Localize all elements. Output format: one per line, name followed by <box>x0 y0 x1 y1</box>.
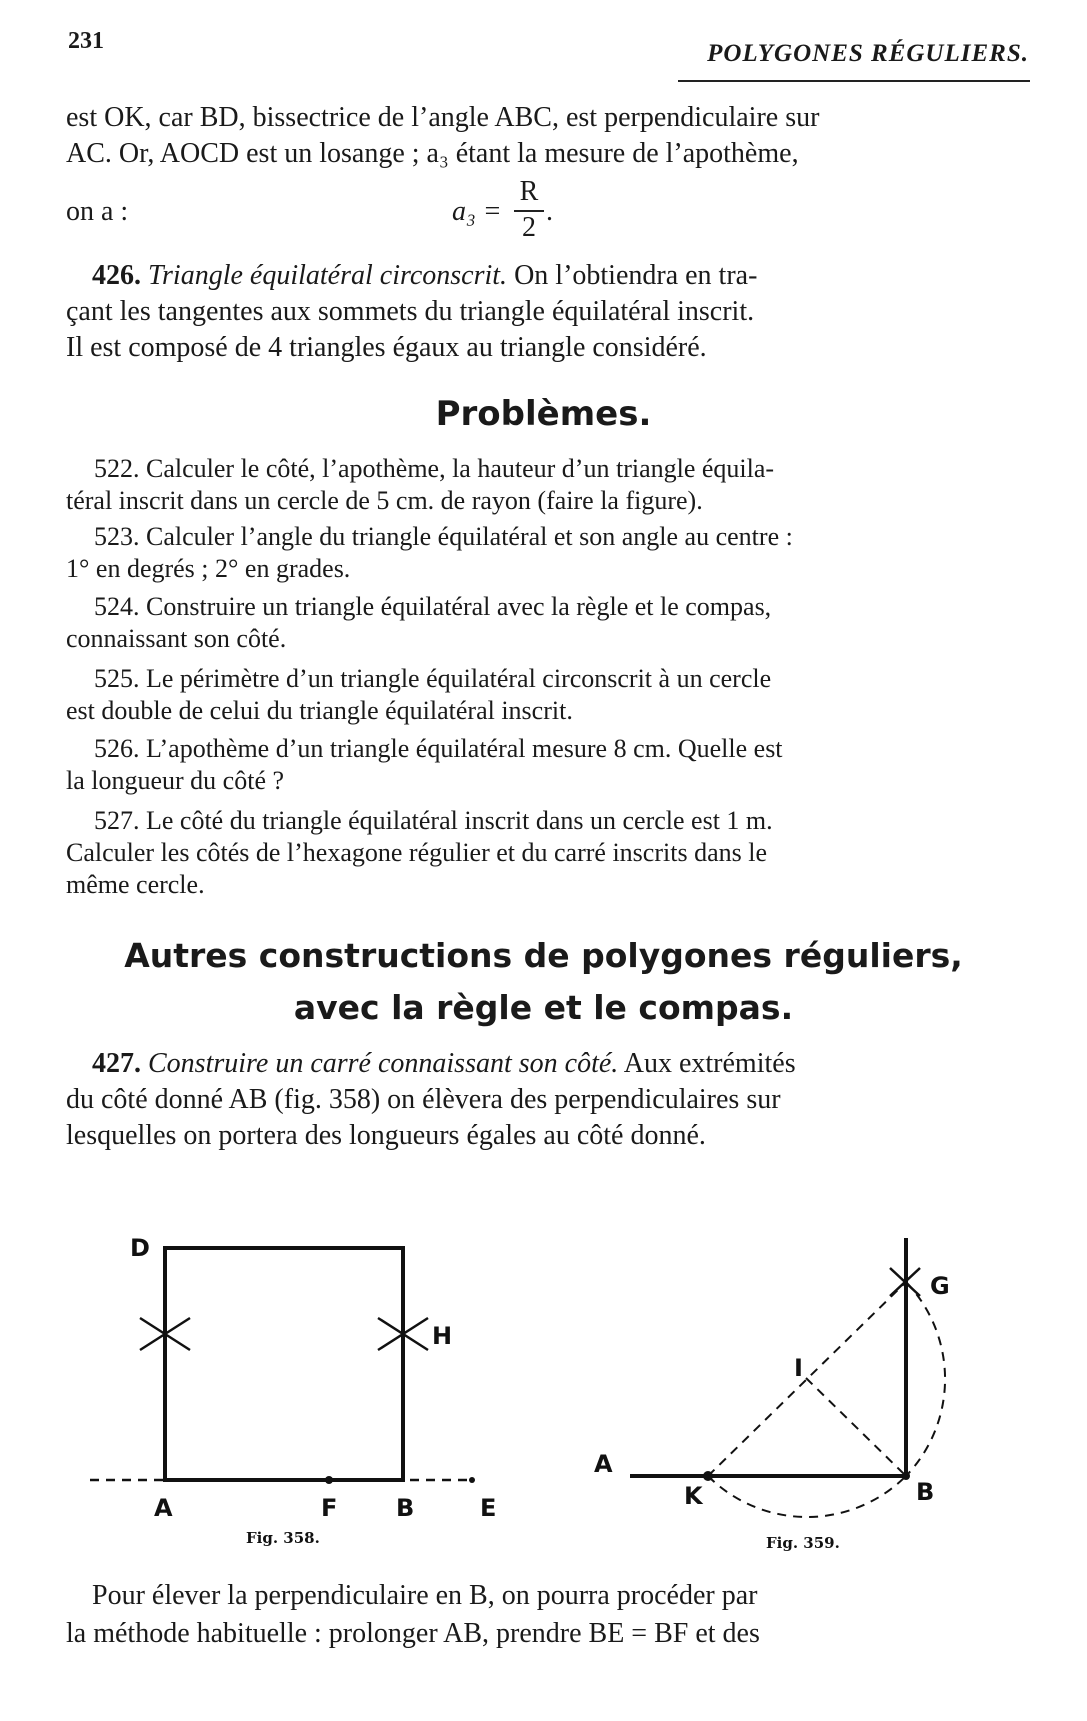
point-B <box>902 1472 910 1480</box>
label-B: B <box>916 1478 935 1506</box>
section-427-line-2: du côté donné AB (fig. 358) on élèvera des perpendiculaires sur <box>66 1084 781 1115</box>
constructions-heading-line-1: Autres constructions de polygones réguliers, <box>124 936 963 975</box>
figure-359 <box>594 1238 950 1552</box>
intro-line-1: est OK, car BD, bissectrice de l’angle ABC, est perpendiculaire sur <box>66 102 820 133</box>
page-number: 231 <box>68 28 104 54</box>
problems-heading: Problèmes. <box>435 394 652 434</box>
label-F: F <box>321 1494 338 1522</box>
problem-522-line-1: 522. Calculer le côté, l’apothème, la hauteur d’un triangle équila- <box>94 454 775 483</box>
problem-523-line-2: 1° en degrés ; 2° en grades. <box>66 554 351 583</box>
section-426-line-2: çant les tangentes aux sommets du triangle équilatéral inscrit. <box>66 296 755 327</box>
point-F <box>325 1476 333 1484</box>
arc-lower <box>708 1476 906 1517</box>
section-426-title: Triangle équilatéral circonscrit. <box>148 260 508 291</box>
problem-525-line-2: est double de celui du triangle équilatéral inscrit. <box>66 696 573 725</box>
problem-525-line-1: 525. Le périmètre d’un triangle équilatéral circonscrit à un cercle <box>94 664 772 693</box>
figure-358-caption: Fig. 358. <box>246 1529 320 1547</box>
label-K: K <box>684 1482 703 1510</box>
formula-period: . <box>546 196 553 227</box>
problem-523-line-1: 523. Calculer l’angle du triangle équilatéral et son angle au centre : <box>94 522 793 551</box>
running-title: POLYGONES RÉGULIERS. <box>707 40 1029 67</box>
section-426-line-3: Il est composé de 4 triangles égaux au triangle considéré. <box>66 332 707 363</box>
problem-526-line-1: 526. L’apothème d’un triangle équilatéral mesure 8 cm. Quelle est <box>94 734 783 763</box>
constructions-heading-line-2: avec la règle et le compas. <box>293 988 794 1027</box>
figure-358 <box>90 1234 496 1547</box>
label-D: D <box>130 1234 150 1262</box>
label-E: E <box>480 1494 497 1522</box>
figure-359-caption: Fig. 359. <box>766 1534 840 1552</box>
label-G: G <box>930 1272 950 1300</box>
label-I: I <box>794 1354 803 1382</box>
problem-524-line-2: connaissant son côté. <box>66 624 287 653</box>
on-a-label: on a : <box>66 196 129 227</box>
label-H: H <box>432 1322 453 1350</box>
formula-denominator: 2 <box>522 212 536 243</box>
section-426-number: 426. <box>92 260 141 291</box>
arc-right <box>906 1282 945 1476</box>
closing-line-2: la méthode habituelle : prolonger AB, prendre BE = BF et des <box>66 1618 760 1649</box>
section-427-line-3: lesquelles on portera des longueurs égales au côté donné. <box>66 1120 706 1151</box>
point-K <box>703 1471 713 1481</box>
problem-527-line-1: 527. Le côté du triangle équilatéral inscrit dans un cercle est 1 m. <box>94 806 773 835</box>
problem-527-line-3: même cercle. <box>66 870 205 899</box>
square-outline <box>165 1248 403 1480</box>
label-A: A <box>594 1450 613 1478</box>
closing-line-1: Pour élever la perpendiculaire en B, on pourra procéder par <box>92 1580 758 1611</box>
problem-527-line-2: Calculer les côtés de l’hexagone régulier et du carré inscrits dans le <box>66 838 767 867</box>
problem-522-line-2: téral inscrit dans un cercle de 5 cm. de rayon (faire la figure). <box>66 486 703 515</box>
point-E <box>469 1477 475 1483</box>
problem-524-line-1: 524. Construire un triangle équilatéral avec la règle et le compas, <box>94 592 772 621</box>
label-B: B <box>396 1494 415 1522</box>
section-427-text: Aux extrémités <box>623 1048 796 1079</box>
line-IB <box>806 1378 906 1476</box>
intro-line-2: AC. Or, AOCD est un losange ; a₃ étant la mesure de l’apothème, <box>66 138 799 169</box>
section-427-number: 427. <box>92 1048 141 1079</box>
section-427-title: Construire un carré connaissant son côté. <box>148 1048 619 1079</box>
problem-526-line-2: la longueur du côté ? <box>66 766 285 795</box>
section-426-text: On l’obtiendra en tra- <box>514 260 758 291</box>
formula-numerator: R <box>519 176 539 207</box>
formula-lhs: a₃ = <box>452 196 502 227</box>
label-A: A <box>154 1494 173 1522</box>
